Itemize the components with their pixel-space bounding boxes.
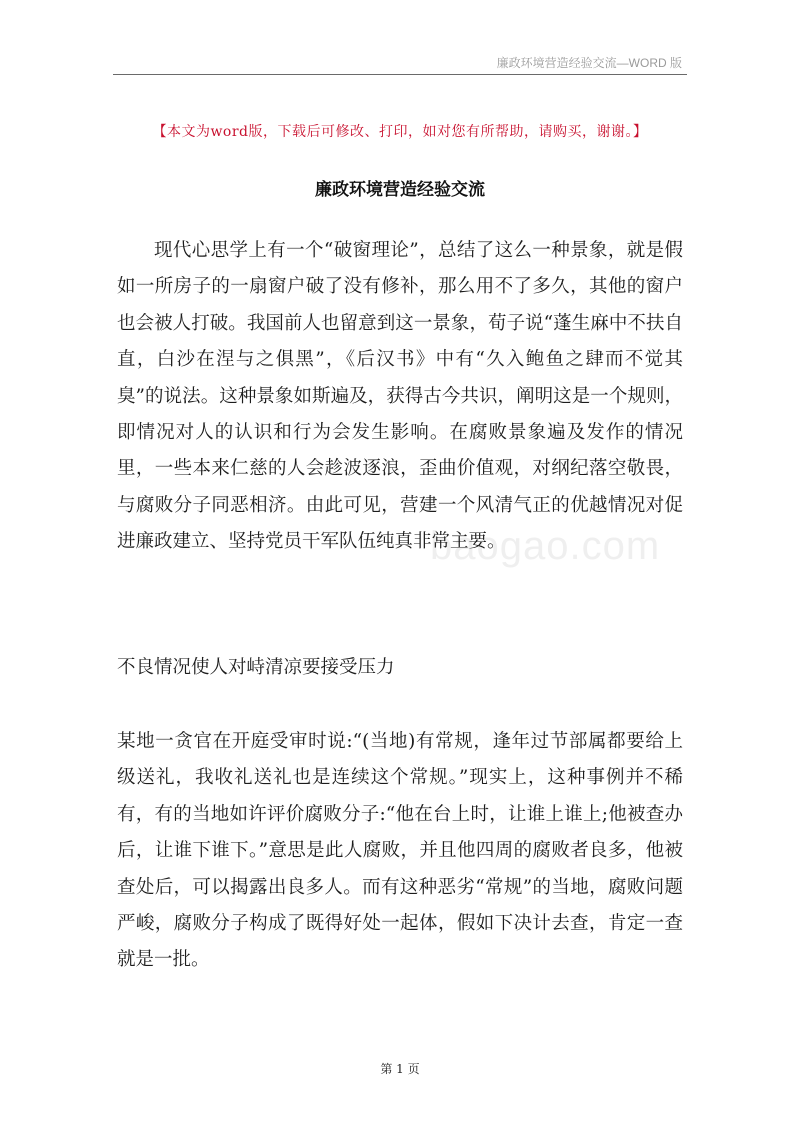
- running-header: 廉政环境营造经验交流—WORD 版: [496, 56, 682, 70]
- watermark: baogao.com: [430, 524, 661, 568]
- paragraph-example: 某地一贪官在开庭受审时说:“(当地)有常规，逢年过节部属都要给上级送礼，我收礼送礼也是连续这个常规。”现实上，这种事例并不稀有，有的当地如许评价腐败分子:“他在台上时，让谁上谁上;他被查办后，让谁下谁下。”意思是此人腐败，并且他四周的腐败者良多，他被查处后，可以揭露出良多人。而有这种恶劣“常规”的当地，腐败问题严峻，腐败分子构成了既得好处一起体，假如下决计去查，肯定一查就是一批。: [117, 731, 683, 971]
- page-number: 第 1 页: [380, 1062, 420, 1076]
- section-heading: 不良情况使人对峙清凉要接受压力: [117, 657, 395, 678]
- paragraph-intro: 现代心思学上有一个“破窗理论”，总结了这么一种景象，就是假如一所房子的一扇窗户破了没有修补，那么用不了多久，其他的窗户也会被人打破。我国前人也留意到这一景象，荀子说“蓬生麻中不扶自直，白沙在涅与之俱黑”，《后汉书》中有“久入鲍鱼之肆而不觉其臭”的说法。这种景象如斯遍及，获得古今共识，阐明这是一个规则，即情况对人的认识和行为会发生影响。在腐败景象遍及发作的情况里，一些本来仁慈的人会趁波逐浪，歪曲价值观，对纲纪落空敬畏，与腐败分子同恶相济。由此可见，营建一个风清气正的优越情况对促进廉政建立、坚持党员干军队伍纯真非常主要。: [117, 240, 683, 553]
- document-title: 廉政环境营造经验交流: [315, 180, 485, 200]
- header-divider: [113, 74, 687, 75]
- word-version-notice: 【本文为word版，下载后可修改、打印，如对您有所帮助，请购买，谢谢。】: [152, 124, 648, 140]
